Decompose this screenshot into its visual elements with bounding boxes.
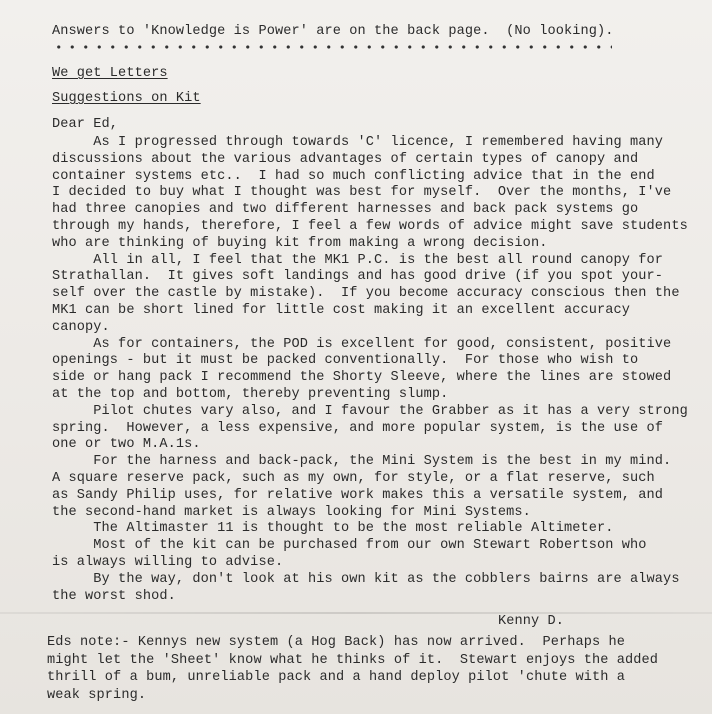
letter-line: Pilot chutes vary also, and I favour the Grabber as it has a very strong bbox=[52, 403, 688, 419]
letter-line: through my hands, therefore, I feel a few words of advice might save students bbox=[52, 219, 688, 234]
letter-line: side or hang pack I recommend the Shorty Sleeve, where the lines are stowed bbox=[52, 370, 672, 386]
letter-line: The Altimaster 11 is thought to be the most reliable Altimeter. bbox=[52, 521, 614, 537]
letter-line: one or two M.A.1s. bbox=[52, 437, 201, 453]
letter-line: as Sandy Philip uses, for relative work makes this a versatile system, and bbox=[52, 487, 664, 503]
letter-line: self over the castle by mistake). If you become accuracy conscious then the bbox=[52, 286, 680, 302]
letter-line: had three canopies and two different harnesses and back pack systems go bbox=[52, 202, 639, 218]
letter-line: Most of the kit can be purchased from our own Stewart Robertson who bbox=[52, 538, 647, 554]
page-fold bbox=[0, 612, 712, 614]
letter-line: Strathallan. It gives soft landings and has good drive (if you spot your- bbox=[52, 269, 664, 285]
letter-line: openings - but it must be packed conventionally. For those who wish to bbox=[52, 353, 639, 369]
letter-line: the worst shod. bbox=[52, 588, 176, 604]
letter-line: spring. However, a less expensive, and more popular system, is the use of bbox=[52, 420, 664, 436]
letter-salutation: Dear Ed, bbox=[52, 117, 119, 132]
editor-note-line: weak spring. bbox=[47, 687, 147, 703]
letter-line: By the way, don't look at his own kit as the cobblers bairns are always bbox=[52, 571, 680, 587]
dotted-divider bbox=[52, 44, 612, 50]
letter-line: A square reserve pack, such as my own, for style, or a flat reserve, such bbox=[52, 471, 655, 486]
answers-note: Answers to 'Knowledge is Power' are on the back page. (No looking). bbox=[52, 24, 614, 39]
letter-line: As I progressed through towards 'C' licence, I remembered having many bbox=[52, 135, 664, 150]
letter-line: All in all, I feel that the MK1 P.C. is the best all round canopy for bbox=[52, 252, 664, 268]
section-heading: We get Letters bbox=[52, 66, 168, 81]
letter-subheading: Suggestions on Kit bbox=[52, 91, 201, 106]
letter-line: is always willing to advise. bbox=[52, 555, 284, 570]
letter-line: canopy. bbox=[52, 319, 110, 335]
letter-line: discussions about the various advantages of certain types of canopy and bbox=[52, 151, 639, 167]
editor-note-line: thrill of a bum, unreliable pack and a hand deploy pilot 'chute with a bbox=[47, 670, 626, 685]
editor-note-line: might let the 'Sheet' know what he thinks of it. Stewart enjoys the added bbox=[47, 652, 659, 668]
letter-line: I decided to buy what I thought was best for myself. Over the months, I've bbox=[52, 185, 672, 201]
letter-line: who are thinking of buying kit from making a wrong decision. bbox=[52, 235, 548, 251]
editor-note-line: Eds note:- Kennys new system (a Hog Back) has now arrived. Perhaps he bbox=[47, 635, 626, 650]
letter-line: at the top and bottom, thereby preventing slump. bbox=[52, 387, 449, 402]
letter-line: container systems etc.. I had so much conflicting advice that in the end bbox=[52, 168, 655, 184]
letter-line: As for containers, the POD is excellent for good, consistent, positive bbox=[52, 336, 672, 352]
letter-line: For the harness and back-pack, the Mini System is the best in my mind. bbox=[52, 454, 672, 470]
letter-signature: Kenny D. bbox=[498, 614, 565, 629]
letter-line: MK1 can be short lined for little cost making it an excellent accuracy bbox=[52, 303, 631, 318]
letter-line: the second-hand market is always looking for Mini Systems. bbox=[52, 504, 531, 520]
